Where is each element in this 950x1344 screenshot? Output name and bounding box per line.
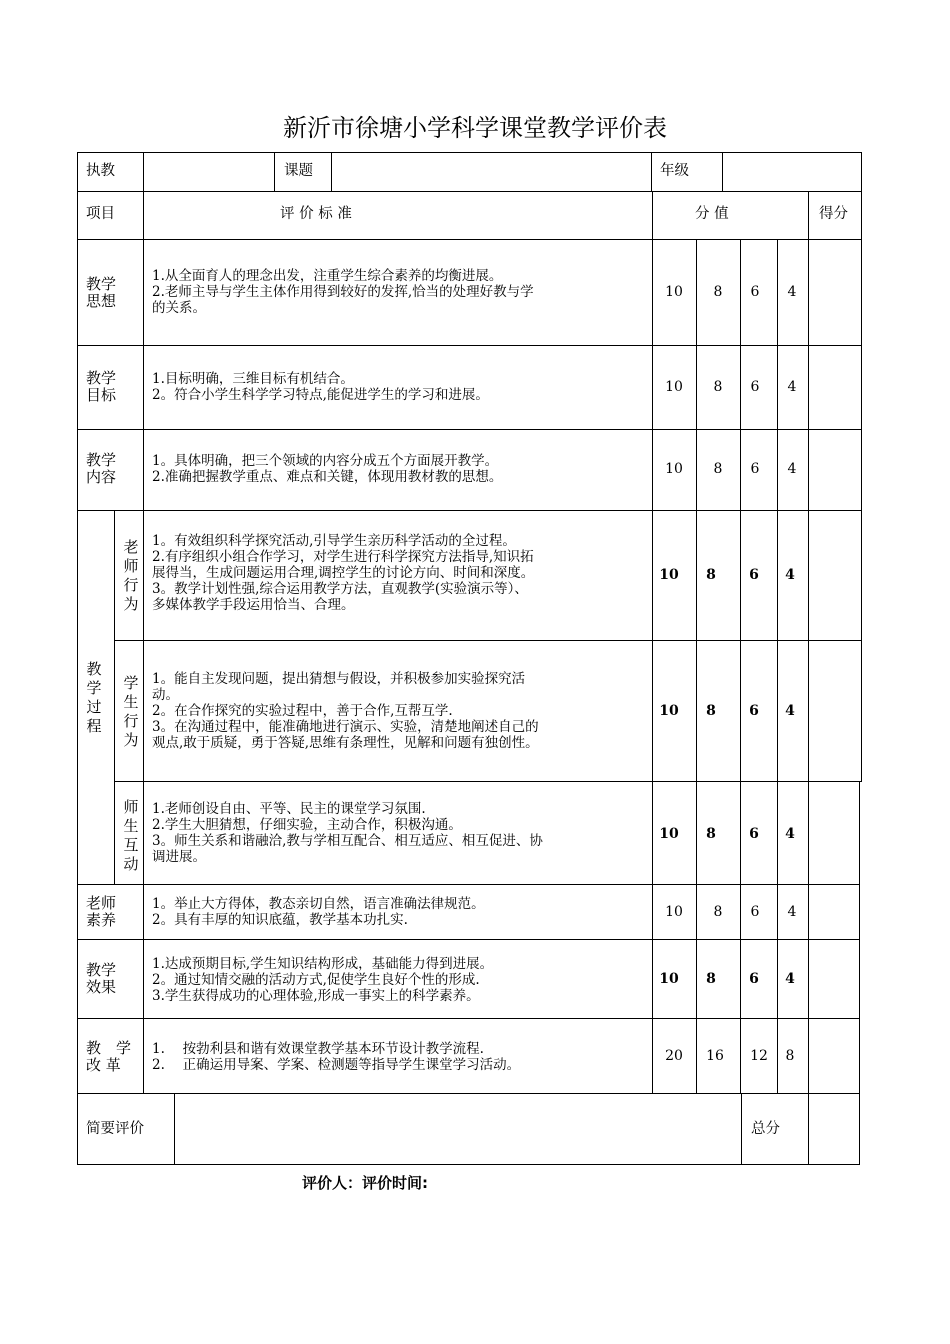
score-cell: 10 [659, 567, 679, 583]
col-got: 得分 [819, 206, 848, 222]
score-cell: 8 [706, 971, 716, 987]
teacher-label: 执教 [86, 163, 115, 179]
item-label: 教学 效果 [86, 961, 117, 996]
score-cell: 6 [750, 284, 760, 300]
score-cell: 4 [785, 971, 795, 987]
item-label: 教学 目标 [86, 369, 117, 404]
item-label: 教学 思想 [86, 275, 117, 310]
criteria-text: 1.目标明确，三维目标有机结合。 2。符合小学生科学学习特点,能促进学生的学习和进展。 [152, 371, 489, 403]
score-cell: 4 [787, 379, 797, 395]
score-cell: 4 [787, 461, 797, 477]
score-cell: 6 [749, 826, 759, 842]
score-cell: 6 [750, 379, 760, 395]
score-cell: 6 [749, 567, 759, 583]
total-label: 总分 [751, 1121, 780, 1137]
score-cell: 6 [750, 461, 760, 477]
criteria-text: 1.从全面育人的理念出发，注重学生综合素养的均衡进展。 2.老师主导与学生主体作用得到较好的发挥,恰当的处理好教与学 的关系。 [152, 268, 534, 316]
score-cell: 10 [659, 703, 679, 719]
criteria-text: 1。具体明确，把三个领域的内容分成五个方面展开教学。 2.准确把握教学重点、难点和关键，体现用教材教的思想。 [152, 453, 503, 485]
item-label: 教 学 改 革 [86, 1039, 132, 1074]
col-criteria: 评 价 标 准 [280, 206, 352, 222]
criteria-text: 1。举止大方得体，教态亲切自然，语言准确法律规范。 2。具有丰厚的知识底蕴，教学基本功扎实. [152, 896, 485, 928]
criteria-text: 1。能自主发现问题，提出猜想与假设，并积极参加实验探究活 动。 2。在合作探究的实验过程中，善于合作,互帮互学. 3。在沟通过程中，能准确地进行演示、实验，清楚地阐述自己的 观点,敢于质疑，勇于答疑,思维有条理性，见解和问题有独创性。 [152, 671, 539, 751]
score-cell: 10 [665, 284, 683, 300]
score-cell: 6 [749, 971, 759, 987]
score-cell: 10 [659, 826, 679, 842]
evaluator-line: 评价人：评价时间: [302, 1174, 428, 1192]
item-label: 老师 素养 [86, 894, 117, 929]
col-score: 分 值 [695, 206, 729, 222]
score-cell: 8 [713, 379, 723, 395]
item-label: 教学 内容 [86, 451, 117, 486]
grade-label: 年级 [660, 163, 689, 179]
score-cell: 16 [706, 1048, 724, 1064]
score-cell: 8 [713, 284, 723, 300]
score-cell: 8 [785, 1048, 795, 1064]
score-cell: 20 [665, 1048, 683, 1064]
score-cell: 10 [665, 461, 683, 477]
sub-item-label: 老 师 行 为 [123, 538, 139, 613]
criteria-text: 1.达成预期目标,学生知识结构形成，基础能力得到进展。 2。通过知情交融的活动方式,促使学生良好个性的形成. 3.学生获得成功的心理体验,形成一事实上的科学素养。 [152, 956, 494, 1004]
summary-label: 简要评价 [86, 1121, 144, 1137]
criteria-text: 1。有效组织科学探究活动,引导学生亲历科学活动的全过程。 2.有序组织小组合作学习，对学生进行科学探究方法指导,知识拓 展得当，生成问题运用合理,调控学生的讨论方向、时间和深度。 3。教学计划性强,综合运用教学方法，直观教学(实验演示等）、 多媒体教学手段运用恰当、合理。 [152, 533, 535, 613]
col-item: 项目 [86, 206, 115, 222]
score-cell: 8 [713, 461, 723, 477]
score-cell: 12 [750, 1048, 768, 1064]
score-cell: 8 [706, 567, 716, 583]
score-cell: 4 [785, 826, 795, 842]
score-cell: 8 [713, 904, 723, 920]
score-cell: 8 [706, 703, 716, 719]
score-cell: 6 [750, 904, 760, 920]
sub-item-label: 师 生 互 动 [123, 798, 139, 873]
score-cell: 10 [659, 971, 679, 987]
score-cell: 10 [665, 904, 683, 920]
topic-label: 课题 [284, 163, 313, 179]
score-cell: 8 [706, 826, 716, 842]
score-cell: 4 [787, 284, 797, 300]
score-cell: 4 [785, 567, 795, 583]
criteria-text: 1. 按勃利县和谐有效课堂教学基本环节设计教学流程. 2. 正确运用导案、学案、检测题等指导学生课堂学习活动。 [152, 1041, 521, 1073]
score-cell: 4 [787, 904, 797, 920]
score-cell: 6 [749, 703, 759, 719]
score-cell: 4 [785, 703, 795, 719]
score-cell: 10 [665, 379, 683, 395]
process-label: 教 学 过 程 [86, 660, 102, 735]
page-title: 新沂市徐塘小学科学课堂教学评价表 [283, 114, 667, 142]
sub-item-label: 学 生 行 为 [123, 674, 139, 749]
criteria-text: 1.老师创设自由、平等、民主的课堂学习氛围. 2.学生大胆猜想，仔细实验，主动合作，积极沟通。 3。师生关系和谐融洽,教与学相互配合、相互适应、相互促进、协 调进展。 [152, 801, 543, 865]
